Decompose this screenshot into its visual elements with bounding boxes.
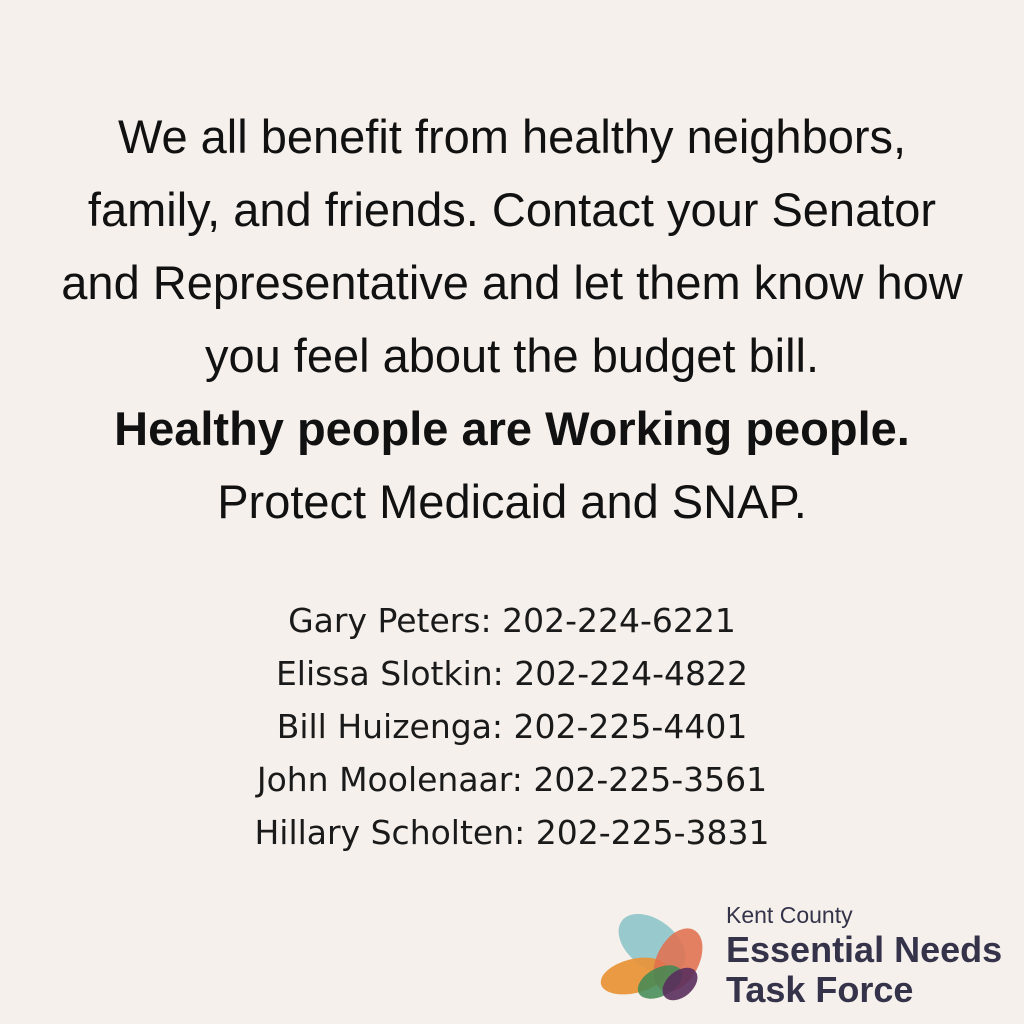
contact-bill-huizenga: Bill Huizenga: 202-225-4401 — [276, 707, 748, 746]
closing-line: Protect Medicaid and SNAP. — [217, 475, 807, 528]
message-line-2: family, and friends. Contact your Senator — [87, 183, 937, 236]
organization-logo — [600, 896, 1024, 1016]
emphasis-line: Healthy people are Working people. — [114, 402, 910, 455]
contact-john-moolenaar: John Moolenaar: 202-225-3561 — [256, 760, 768, 799]
contact-elissa-slotkin: Elissa Slotkin: 202-224-4822 — [275, 654, 749, 693]
contact-hillary-scholten: Hillary Scholten: 202-225-3831 — [254, 813, 770, 852]
logo-wordmark — [726, 900, 1002, 1010]
message-block — [0, 100, 1024, 538]
message-line-4: you feel about the budget bill. — [204, 329, 820, 382]
logo-title-line-1: Essential Needs — [726, 929, 1003, 970]
contact-list — [0, 594, 1024, 859]
message-line-3: and Representative and let them know how — [61, 256, 963, 309]
logo-title-line-2: Task Force — [726, 969, 914, 1010]
contact-gary-peters: Gary Peters: 202-224-6221 — [288, 601, 736, 640]
overlapping-petals-logo-icon — [600, 910, 712, 1006]
logo-subtitle: Kent County — [726, 902, 853, 928]
message-line-1: We all benefit from healthy neighbors, — [117, 110, 907, 163]
